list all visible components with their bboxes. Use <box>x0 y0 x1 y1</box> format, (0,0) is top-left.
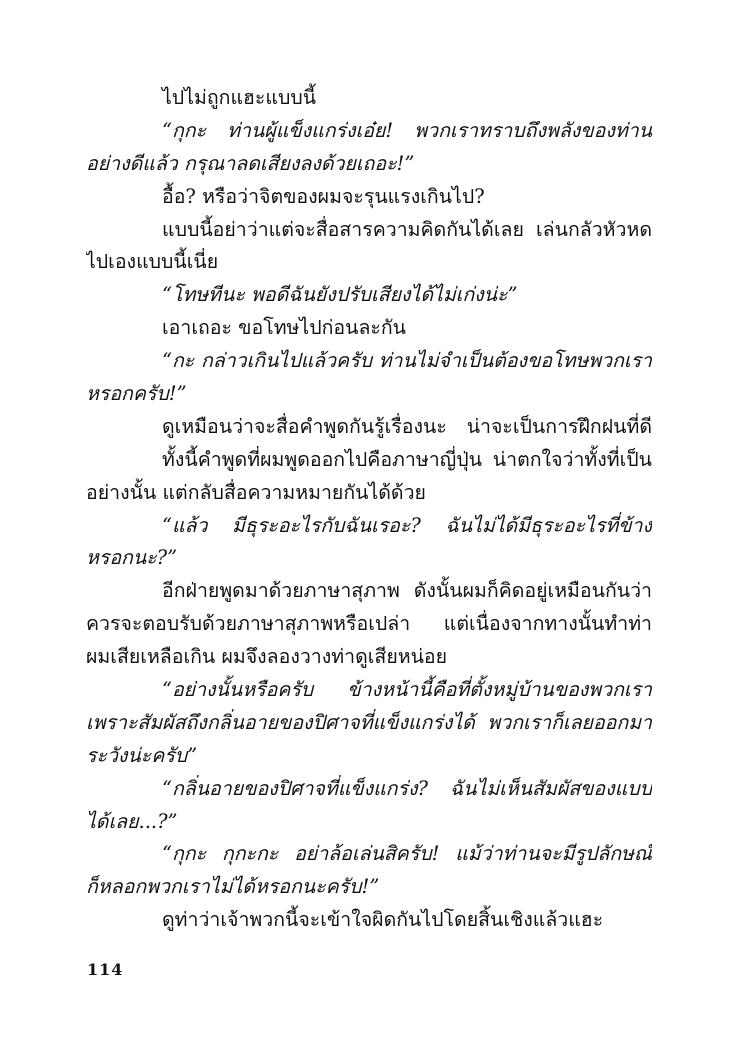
text-line: ไปไม่ถูกแฮะแบบนี้ <box>162 86 317 109</box>
text-line: “กุกะ ท่านผู้แข็งแกร่งเอ๋ย! พวกเราทราบถึงพลังของท่าน <box>162 118 652 142</box>
text-line: ก็หลอกพวกเราไม่ได้หรอกนะครับ!” <box>86 875 380 899</box>
text-line: “กะ กล่าวเกินไปแล้วครับ ท่านไม่จำเป็นต้องขอโทษพวกเรา <box>162 349 652 373</box>
text-line: หรอกนะ?” <box>86 546 178 570</box>
text-line: “โทษทีนะ พอดีฉันยังปรับเสียงได้ไม่เก่งน่ะ” <box>162 283 518 307</box>
body-text <box>86 82 652 937</box>
text-line: เอาเถอะ ขอโทษไปก่อนละกัน <box>162 316 406 340</box>
text-line: ควรจะตอบรับด้วยภาษาสุภาพหรือเปล่า แต่เนื่องจากทางนั้นทำท่า <box>86 612 652 636</box>
text-line: อื้อ? หรือว่าจิตของผมจะรุนแรงเกินไป? <box>162 184 485 208</box>
text-line: อย่างดีแล้ว กรุณาลดเสียงลงด้วยเถอะ!” <box>86 151 415 175</box>
text-line: ระวังน่ะครับ” <box>86 743 198 767</box>
text-line: ผมเสียเหลือเกิน ผมจึงลองวางท่าดูเสียหน่อย <box>86 645 448 669</box>
text-line: “กลิ่นอายของปิศาจที่แข็งแกร่ง? ฉันไม่เห็นสัมผัสของแบบ <box>162 776 652 800</box>
text-line: ไปเองแบบนี้เนี่ย <box>86 250 219 274</box>
text-line: เพราะสัมผัสถึงกลิ่นอายของปิศาจที่แข็งแกร่งได้ พวกเราก็เลยออกมา <box>86 710 652 734</box>
text-line: ได้เลย...?” <box>86 809 178 833</box>
page-number: 114 <box>87 960 124 979</box>
text-line: “กุกะ กุกะกะ อย่าล้อเล่นสิครับ! แม้ว่าท่านจะมีรูปลักษณ์ <box>162 842 652 866</box>
text-line: “อย่างนั้นหรือครับ ข้างหน้านี้คือที่ตั้งหมู่บ้านของพวกเรา <box>162 678 652 702</box>
text-line: ทั้งนี้คำพูดที่ผมพูดออกไปคือภาษาญี่ปุ่น น่าตกใจว่าทั้งที่เป็น <box>162 447 652 471</box>
text-line: แบบนี้อย่าว่าแต่จะสื่อสารความคิดกันได้เลย เล่นกลัวหัวหด <box>162 217 652 241</box>
text-line: อีกฝ่ายพูดมาด้วยภาษาสุภาพ ดังนั้นผมก็คิดอยู่เหมือนกันว่า <box>162 579 652 603</box>
text-line: “แล้ว มีธุระอะไรกับฉันเรอะ? ฉันไม่ได้มีธุระอะไรที่ข้าง <box>162 513 652 537</box>
text-line: ดูท่าว่าเจ้าพวกนี้จะเข้าใจผิดกันไปโดยสิ้นเชิงแล้วแฮะ <box>162 908 604 932</box>
text-line: ดูเหมือนว่าจะสื่อคำพูดกันรู้เรื่องนะ น่าจะเป็นการฝึกฝนที่ดี <box>162 414 652 438</box>
text-line: หรอกครับ!” <box>86 382 187 406</box>
text-line: อย่างนั้น แต่กลับสื่อความหมายกันได้ด้วย <box>86 480 426 504</box>
